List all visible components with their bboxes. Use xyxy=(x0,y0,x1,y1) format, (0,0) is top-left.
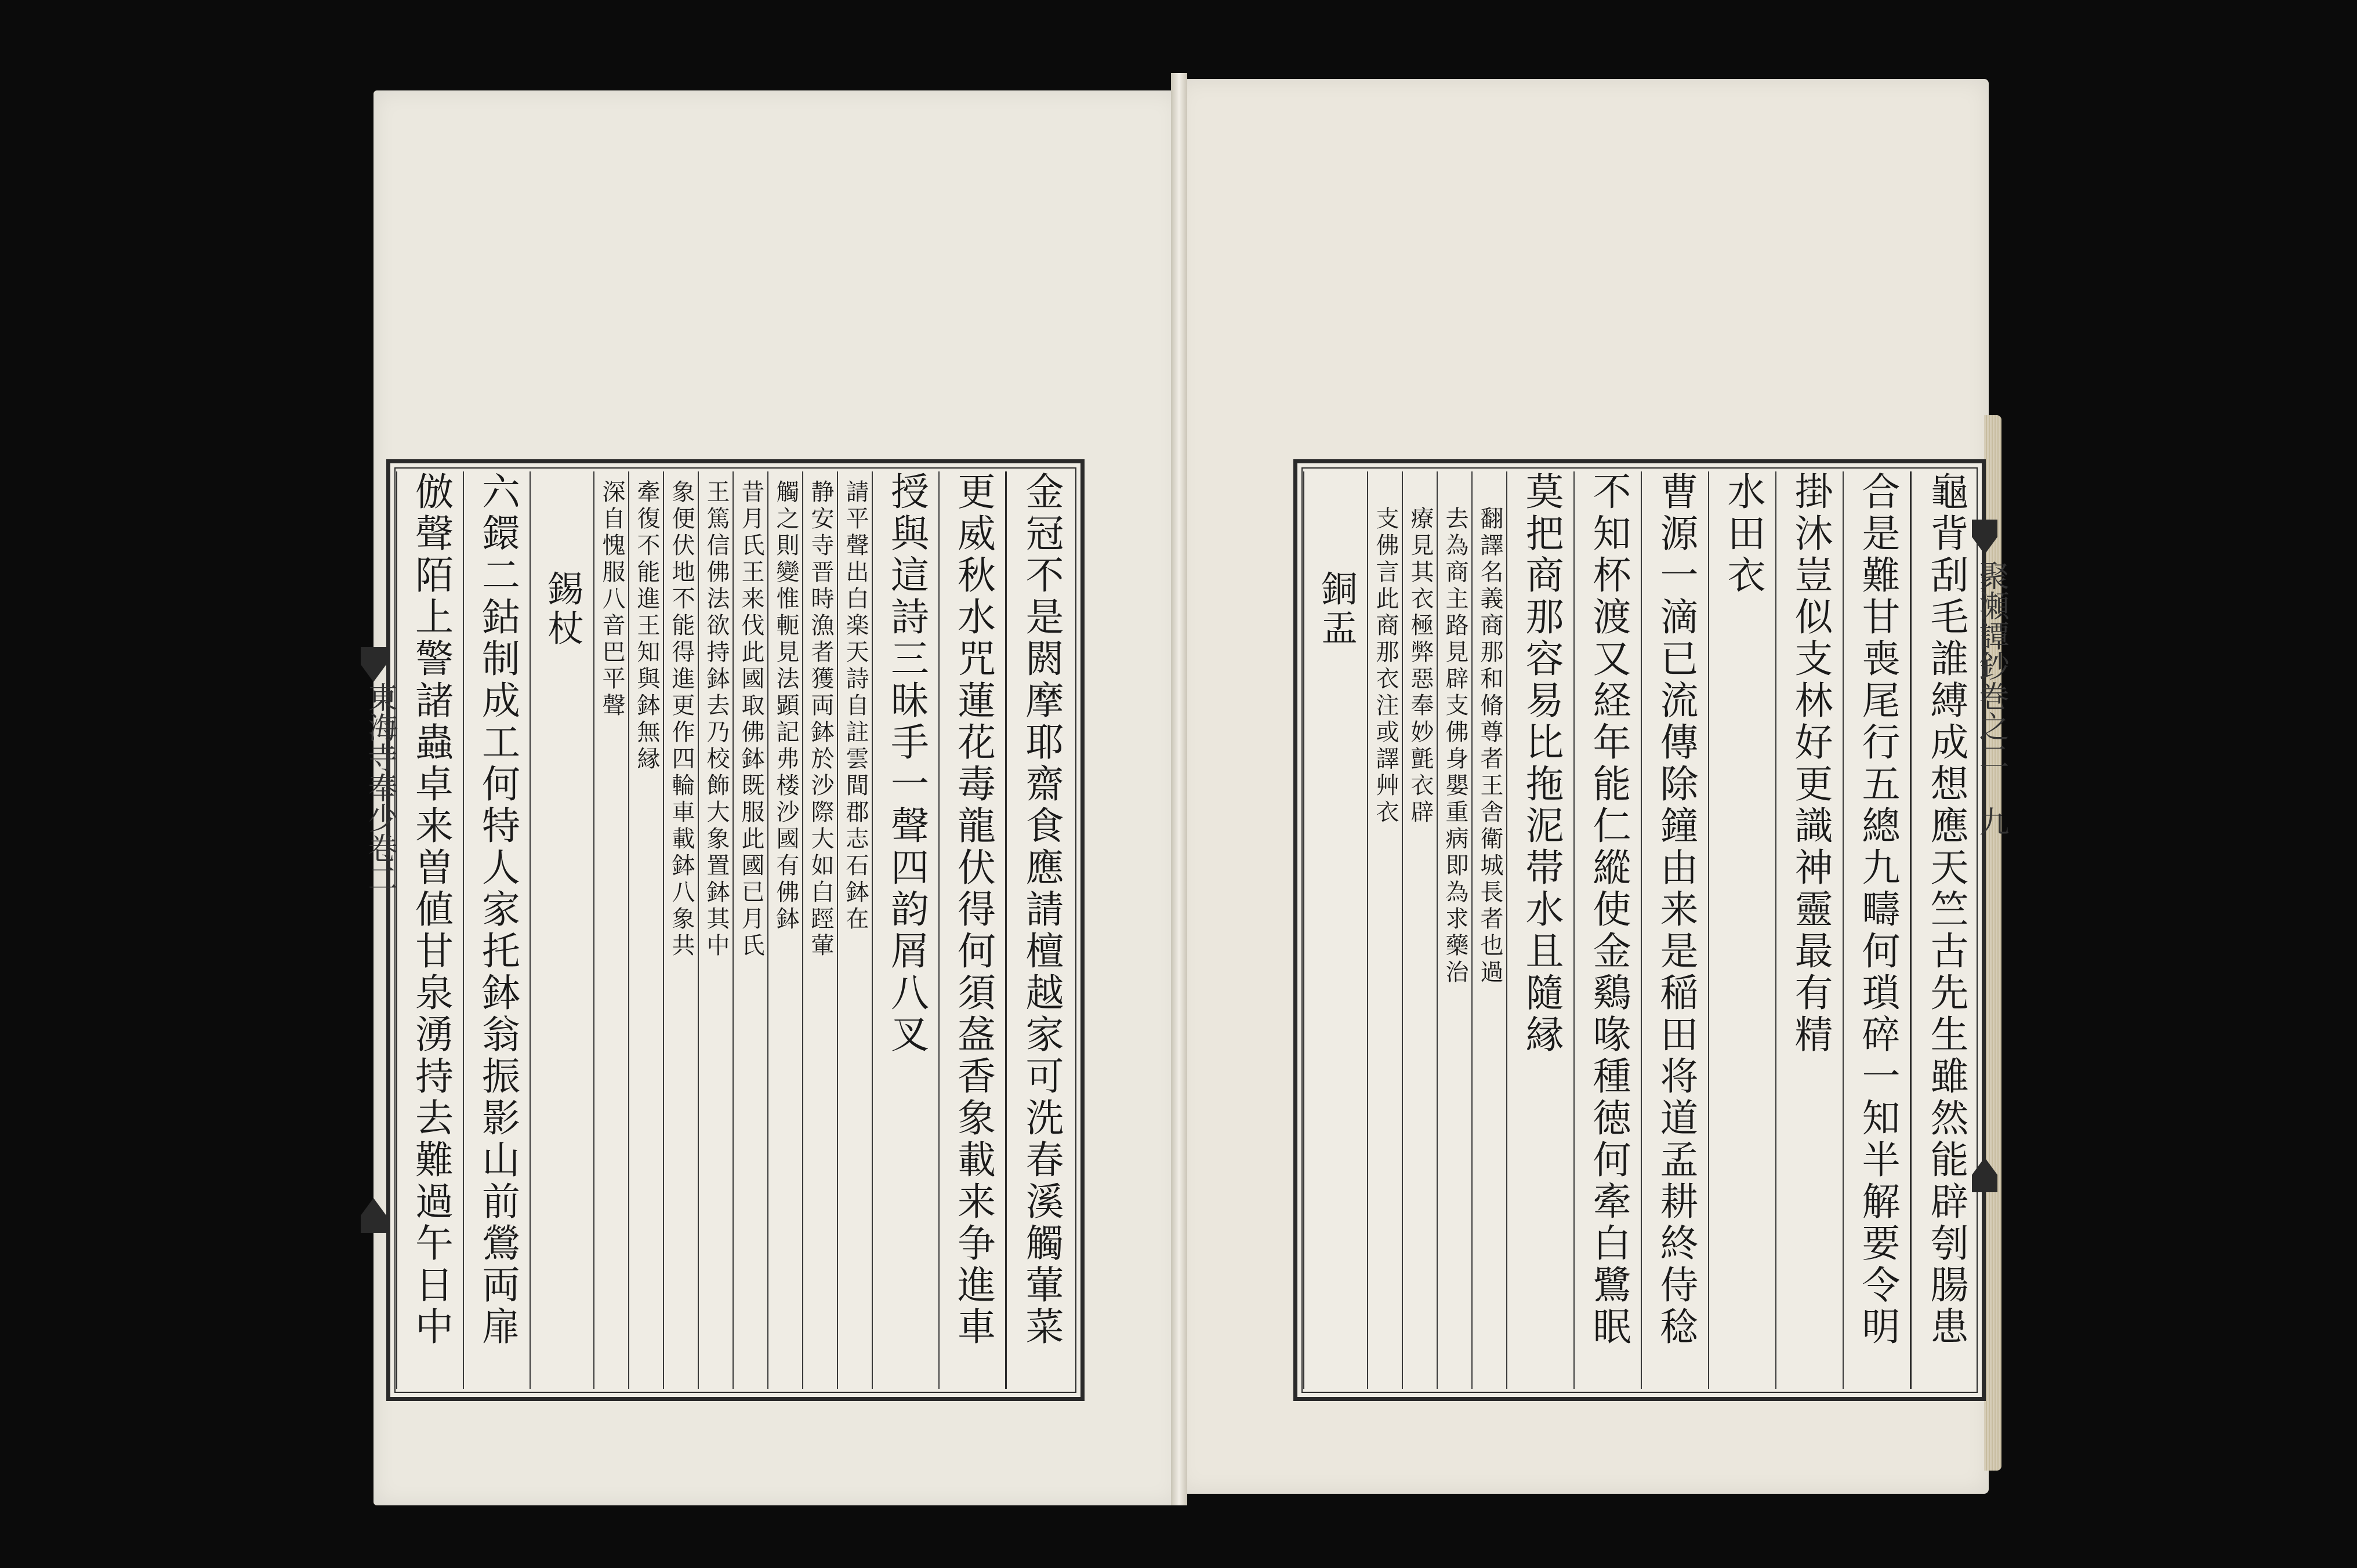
right-note-col-1: 翻譯名義商那和脩尊者王舎衛城長者也過 xyxy=(1471,471,1507,1389)
right-fishtail-top xyxy=(1972,520,1997,554)
book-gutter xyxy=(1171,73,1187,1505)
left-note-col-4: 昔月氏王来伐此國取佛鉢既服此國已月氏 xyxy=(733,471,768,1389)
left-note-col-3: 觸之則變惟軛見法顕記弗楼沙國有佛鉢 xyxy=(767,471,803,1389)
right-text-frame xyxy=(1293,459,1986,1401)
right-heading-col: 銅盂 xyxy=(1303,471,1368,1389)
right-main-col-5: 曹源一滴已流傳除鐘由来是稲田将道孟耕終侍稔 xyxy=(1641,471,1709,1389)
left-note-col-2: 静安寺晋時漁者獲両鉢於沙際大如白踁葷 xyxy=(802,471,838,1389)
left-fishtail-top xyxy=(361,647,386,682)
right-folio: 聚瀬譚鈔巻之二 九 xyxy=(1974,560,2008,836)
left-main-col-1: 金冠不是閼摩耶齋食應請檀越家可洗春溪觸葷菜 xyxy=(1005,471,1075,1389)
left-heading-col: 錫杖 xyxy=(530,471,594,1389)
right-note-col-4: 支佛言此商那衣注或譯艸衣 xyxy=(1367,471,1403,1389)
left-note-col-5: 王篤信佛法欲持鉢去乃校飾大象置鉢其中 xyxy=(698,471,734,1389)
right-main-col-6: 不知杯渡又経年能仁縱使金鷄喙種徳何牽白鷺眠 xyxy=(1573,471,1642,1389)
right-main-col-1: 龜背刮毛誰縛成想應天竺古先生雖然能辟刳腸患 xyxy=(1910,471,1980,1389)
right-fishtail-bottom xyxy=(1972,1157,1997,1192)
left-text-frame xyxy=(386,459,1085,1401)
left-note-col-1: 請平聲出白楽天詩自註雲間郡志石鉢在 xyxy=(837,471,873,1389)
left-fishtail-bottom xyxy=(361,1198,386,1233)
left-tail-col-2: 倣聲陌上警諸蟲卓来曽値甘泉湧持去難過午日中 xyxy=(396,471,464,1389)
right-note-col-3: 療見其衣極弊惡奉妙氈衣辟 xyxy=(1402,471,1438,1389)
left-folio: 東海寺奉少卷二 xyxy=(362,682,397,893)
right-main-col-3: 掛沐豈似支林好更識神靈最有精 xyxy=(1775,471,1844,1389)
left-main-col-3: 授與這詩三昧手一聲四韵屑八叉 xyxy=(872,471,940,1389)
left-note-col-6: 象便伏地不能得進更作四輪車載鉢八象共 xyxy=(663,471,699,1389)
right-main-col-7: 莫把商那容易比拖泥帯水且隨縁 xyxy=(1506,471,1575,1389)
left-main-col-2: 更威秋水咒蓮花毒龍伏得何須盋香象載来争進車 xyxy=(938,471,1006,1389)
right-main-col-4: 水田衣 xyxy=(1708,471,1776,1389)
right-note-col-2: 去為商主路見辟支佛身嬰重病即為求藥治 xyxy=(1437,471,1473,1389)
left-tail-col-1: 六鐶二鈷制成工何特人家托鉢翁振影山前鶯両扉 xyxy=(463,471,531,1389)
left-note-col-7: 牽復不能進王知與鉢無縁 xyxy=(628,471,664,1389)
left-note-col-8: 深自愧服八音巴平聲 xyxy=(593,471,629,1389)
right-main-col-2: 合是難甘喪尾行五總九疇何瑣碎一知半解要令明 xyxy=(1843,471,1911,1389)
open-book xyxy=(362,73,2008,1517)
